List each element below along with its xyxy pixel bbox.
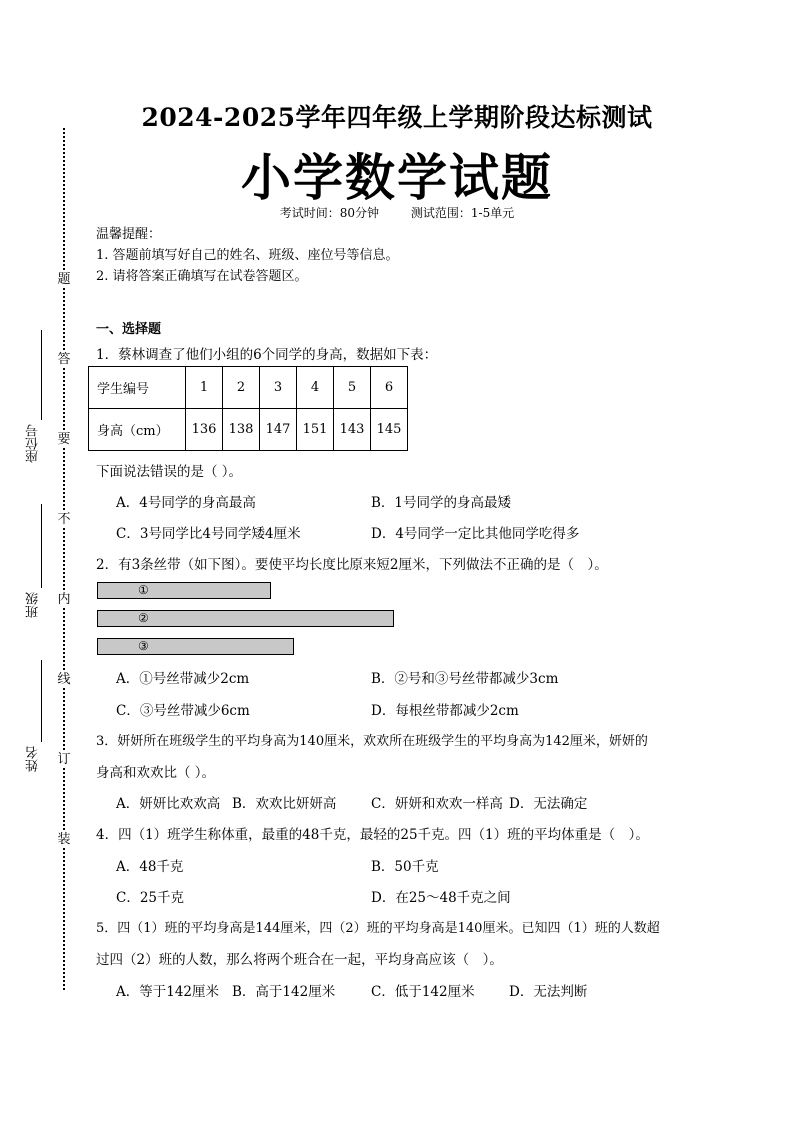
- seat-label: 座位号: [26, 424, 41, 463]
- q3-stem-line1: 3．妍妍所在班级学生的平均身高为140厘米，欢欢所在班级学生的平均身高为142厘米，妍妍的: [96, 734, 648, 749]
- q3-option-b[interactable]: B．欢欢比妍妍高: [232, 796, 337, 812]
- seat-fill-line[interactable]: [41, 330, 42, 420]
- q4-option-c[interactable]: C．25千克: [116, 890, 185, 906]
- q3-stem-line2: 身高和欢欢比（ ）。: [96, 765, 216, 781]
- class-fill-line[interactable]: [41, 504, 42, 588]
- binding-char: 不: [57, 512, 71, 527]
- subject-title: 小学数学试题: [241, 148, 553, 207]
- q1-prompt: 下面说法错误的是（ ）。: [96, 464, 243, 480]
- q5-stem-line2: 过四（2）班的人数，那么将两个班合在一起，平均身高应该（ ）。: [96, 952, 503, 968]
- table-cell: 5: [334, 367, 371, 409]
- exam-title: 2024-2025学年四年级上学期阶段达标测试: [141, 103, 653, 132]
- q5-option-d[interactable]: D．无法判断: [509, 984, 588, 1000]
- table-cell: 147: [260, 409, 297, 451]
- tip-item: 1. 答题前填写好自己的姓名、班级、座位号等信息。: [96, 248, 399, 263]
- table-header-cell: 学生编号: [89, 367, 186, 409]
- table-cell: 136: [186, 409, 223, 451]
- height-table: [88, 366, 408, 451]
- class-label: 班级: [26, 592, 41, 618]
- binding-char: 内: [57, 592, 71, 607]
- binding-char: 答: [57, 352, 71, 367]
- binding-char: 题: [57, 272, 71, 287]
- tips-label: 温馨提醒：: [96, 227, 162, 242]
- binding-char: 装: [57, 832, 71, 847]
- section-title: 一、选择题: [96, 322, 162, 337]
- q2-option-d[interactable]: D．每根丝带都减少2cm: [371, 703, 519, 719]
- table-cell: 3: [260, 367, 297, 409]
- q3-option-a[interactable]: A．妍妍比欢欢高: [116, 796, 221, 812]
- q1-option-a[interactable]: A．4号同学的身高最高: [116, 495, 256, 511]
- table-cell: 6: [371, 367, 408, 409]
- q5-option-c[interactable]: C．低于142厘米: [371, 984, 475, 1000]
- exam-info: [0, 204, 794, 221]
- ribbon-2: ②: [97, 610, 394, 627]
- exam-time: 考试时间：80分钟: [279, 206, 380, 220]
- q5-stem-line1: 5．四（1）班的平均身高是144厘米，四（2）班的平均身高是140厘米。已知四（1）班的人数超: [96, 921, 660, 936]
- tip-item: 2. 请将答案正确填写在试卷答题区。: [96, 269, 308, 284]
- binding-char: 要: [57, 432, 71, 447]
- binding-char: 订: [57, 752, 71, 767]
- q5-option-a[interactable]: A．等于142厘米: [116, 984, 220, 1000]
- q1-option-c[interactable]: C．3号同学比4号同学矮4厘米: [116, 526, 301, 542]
- q5-option-b[interactable]: B．高于142厘米: [232, 984, 336, 1000]
- q3-option-d[interactable]: D．无法确定: [509, 796, 588, 812]
- name-label: 姓名: [26, 746, 41, 772]
- exam-scope: 测试范围：1-5单元: [410, 206, 515, 220]
- table-cell: 151: [297, 409, 334, 451]
- table-header-cell: 身高（cm）: [89, 409, 186, 451]
- table-cell: 4: [297, 367, 334, 409]
- q4-option-a[interactable]: A．48千克: [116, 859, 184, 875]
- table-row: [89, 367, 408, 409]
- q1-stem: 1．蔡林调查了他们小组的6个同学的身高，数据如下表：: [96, 347, 438, 363]
- q3-option-c[interactable]: C．妍妍和欢欢一样高: [371, 796, 503, 812]
- table-cell: 138: [223, 409, 260, 451]
- binding-dotted-line: [63, 128, 65, 990]
- q2-option-c[interactable]: C．③号丝带减少6cm: [116, 703, 250, 719]
- binding-char: 线: [57, 672, 71, 687]
- table-cell: 1: [186, 367, 223, 409]
- table-row: [89, 409, 408, 451]
- q1-option-d[interactable]: D．4号同学一定比其他同学吃得多: [371, 526, 580, 542]
- name-fill-line[interactable]: [41, 660, 42, 742]
- q2-option-b[interactable]: B．②号和③号丝带都减少3cm: [371, 671, 559, 687]
- table-cell: 2: [223, 367, 260, 409]
- q1-option-b[interactable]: B．1号同学的身高最矮: [371, 495, 512, 511]
- ribbon-3: ③: [97, 638, 294, 655]
- table-cell: 145: [371, 409, 408, 451]
- q2-option-a[interactable]: A．①号丝带减少2cm: [116, 671, 250, 687]
- q4-option-d[interactable]: D．在25～48千克之间: [371, 890, 511, 906]
- q2-stem: 2．有3条丝带（如下图）。要使平均长度比原来短2厘米，下列做法不正确的是（ ）。: [96, 557, 608, 573]
- q4-stem: 4．四（1）班学生称体重，最重的48千克，最轻的25千克。四（1）班的平均体重是（ ）。: [96, 827, 649, 843]
- q4-option-b[interactable]: B．50千克: [371, 859, 439, 875]
- table-cell: 143: [334, 409, 371, 451]
- ribbon-1: ①: [97, 582, 271, 599]
